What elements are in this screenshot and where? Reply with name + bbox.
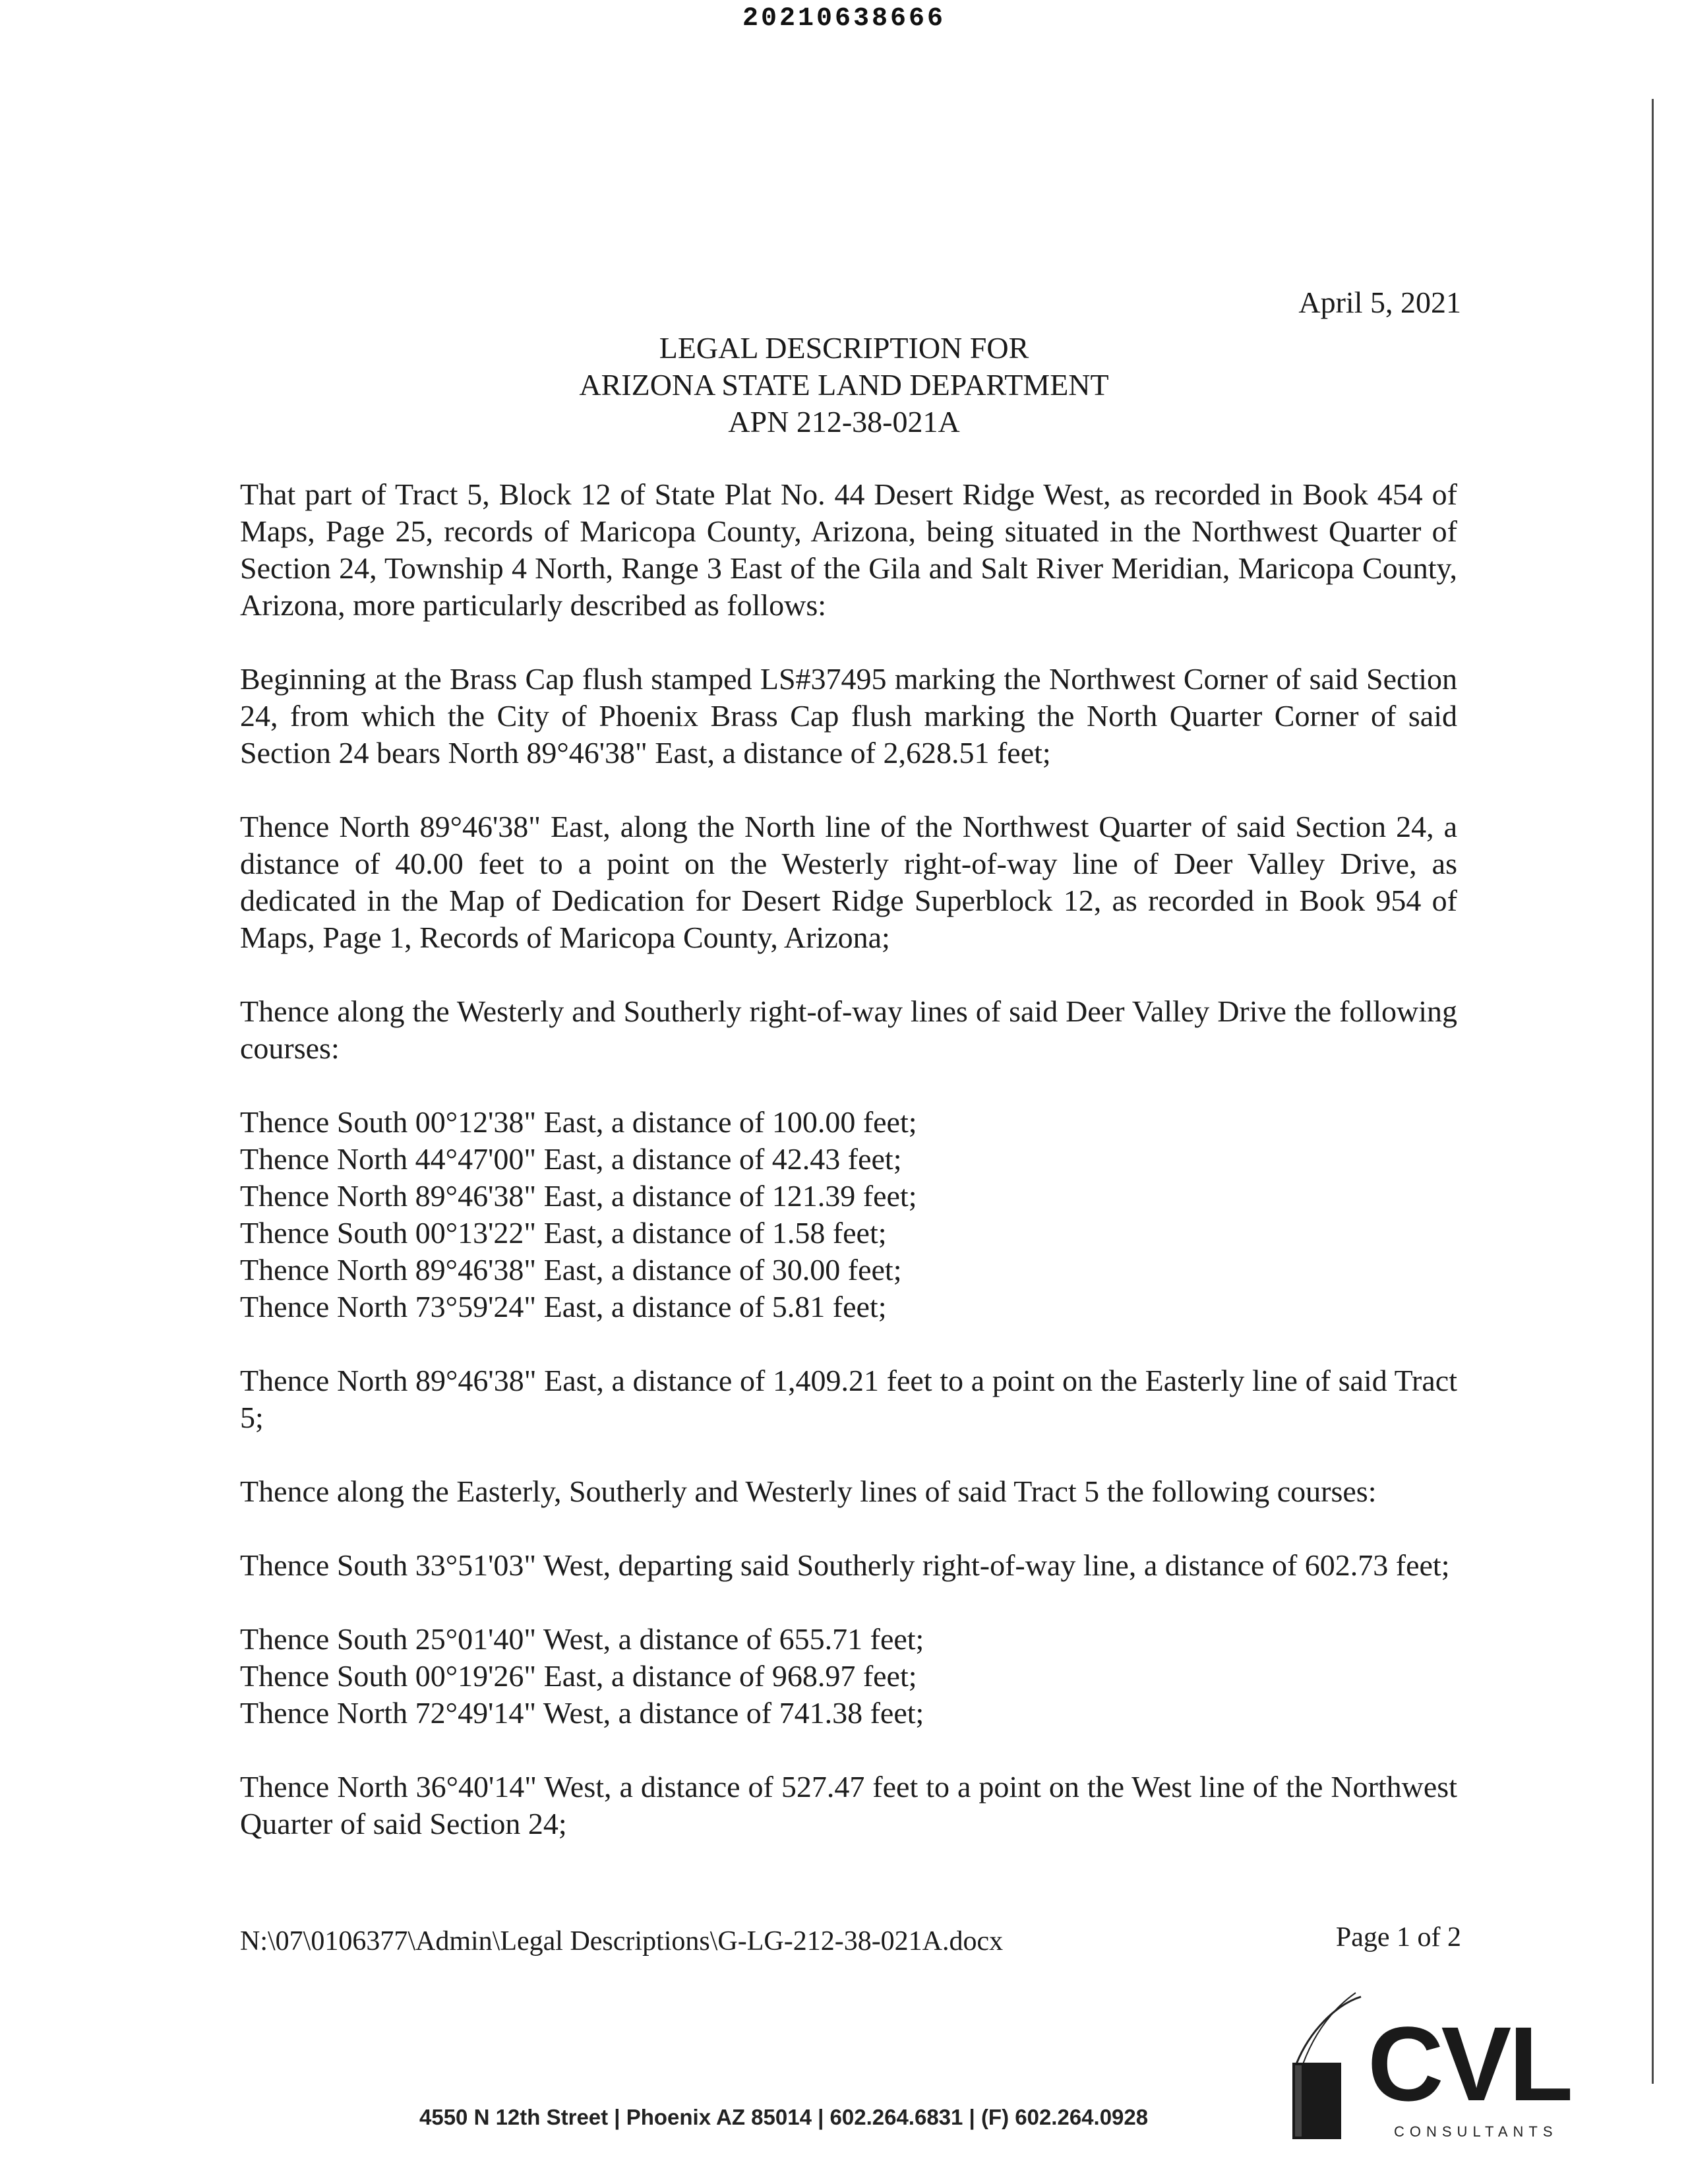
course-item: Thence South 00°13'22" East, a distance of 1.58 feet; [240, 1216, 887, 1250]
title-line-3: APN 212-38-021A [728, 405, 960, 439]
logo-wordmark: CVL [1368, 2005, 1571, 2123]
west-line-paragraph: Thence North 36°40'14" West, a distance of 527.47 feet to a point on the West line of the Northwest Quarter of said Section 24; [240, 1770, 1457, 1840]
title-line-1: LEGAL DESCRIPTION FOR [659, 331, 1029, 365]
logo-mark-icon [1283, 1991, 1362, 2150]
course-list-2 [240, 1621, 1457, 1732]
north-line-paragraph: Thence North 89°46'38" East, along the North line of the Northwest Quarter of said Section 24, a distance of 40.00 feet to a point on the Westerly right-of-way line of Deer Valley Drive, as dedicated in the Map of Dedication for Desert Ridge Superblock 12, as recorded in Book 954 of Maps, Page 1, Records of Maricopa County, Arizona; [240, 810, 1457, 954]
course-item: Thence North 73°59'24" East, a distance of 5.81 feet; [240, 1290, 887, 1323]
file-path: N:\07\0106377\Admin\Legal Descriptions\G-LG-212-38-021A.docx [240, 1926, 1004, 1957]
easterly-line-paragraph: Thence North 89°46'38" East, a distance of 1,409.21 feet to a point on the Easterly line of said Tract 5; [240, 1364, 1457, 1434]
title-line-2: ARIZONA STATE LAND DEPARTMENT [579, 368, 1109, 402]
beginning-paragraph: Beginning at the Brass Cap flush stamped LS#37495 marking the Northwest Corner of said Section 24, from which the City of Phoenix Brass Cap flush marking the North Quarter Corner of said Section 24 bears North 89°46'38" East, a distance of 2,628.51 feet; [240, 662, 1457, 770]
intro-paragraph: That part of Tract 5, Block 12 of State Plat No. 44 Desert Ridge West, as recorded in Book 454 of Maps, Page 25, records of Maricopa County, Arizona, being situated in the Northwest Quarter of Section 24, Township 4 North, Range 3 East of the Gila and Salt River Meridian, Maricopa County, Arizona, more particularly described as follows: [240, 477, 1457, 622]
legal-description-body [240, 476, 1457, 1879]
document-date: April 5, 2021 [1298, 286, 1461, 319]
tract-lines-paragraph: Thence along the Easterly, Southerly and Westerly lines of said Tract 5 the following courses: [240, 1474, 1377, 1508]
departing-paragraph: Thence South 33°51'03" West, departing said Southerly right-of-way line, a distance of 602.73 feet; [240, 1548, 1450, 1582]
course-item: Thence South 00°19'26" East, a distance of 968.97 feet; [240, 1659, 917, 1693]
page-number: Page 1 of 2 [1335, 1922, 1461, 1953]
course-item: Thence North 89°46'38" East, a distance of 30.00 feet; [240, 1253, 902, 1287]
document-title [0, 330, 1688, 440]
cvl-logo [1283, 1991, 1571, 2156]
right-of-way-paragraph: Thence along the Westerly and Southerly right-of-way lines of said Deer Valley Drive the following courses: [240, 994, 1457, 1065]
logo-subtitle: CONSULTANTS [1394, 2123, 1558, 2140]
recording-number: 20210638666 [742, 4, 946, 34]
company-address: 4550 N 12th Street | Phoenix AZ 85014 | 602.264.6831 | (F) 602.264.0928 [419, 2105, 1149, 2129]
course-item: Thence North 72°49'14" West, a distance of 741.38 feet; [240, 1696, 924, 1730]
course-item: Thence North 44°47'00" East, a distance of 42.43 feet; [240, 1142, 902, 1176]
course-item: Thence South 25°01'40" West, a distance of 655.71 feet; [240, 1622, 924, 1656]
course-list-1 [240, 1104, 1457, 1325]
course-item: Thence North 89°46'38" East, a distance of 121.39 feet; [240, 1179, 917, 1213]
course-item: Thence South 00°12'38" East, a distance of 100.00 feet; [240, 1105, 917, 1139]
